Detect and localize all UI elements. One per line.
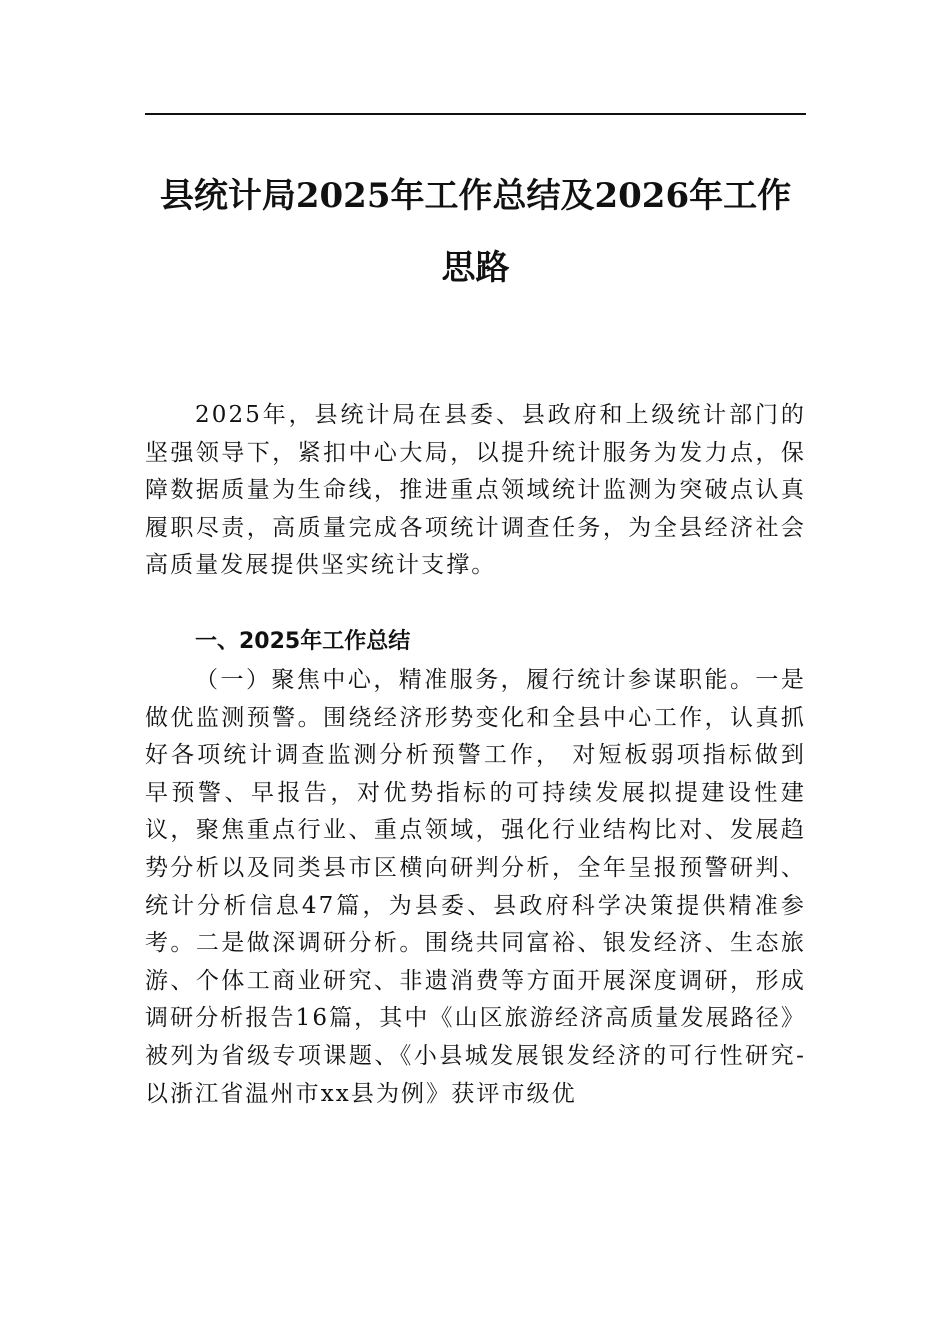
section-heading: 一、2025年工作总结 (195, 629, 411, 654)
document-title: 县统计局2025年工作总结及2026年工作思路 (159, 176, 792, 288)
body-paragraph: （一）聚焦中心，精准服务，履行统计参谋职能。一是做优监测预警。围绕经济形势变化和全县中心工作，认真抓好各项统计调查监测分析预警工作， 对短板弱项指标做到早预警、早报告，对优势指标的可持续发展拟提建设性建议，聚焦重点行业、重点领域，强化行业结构比对、发展趋势分析以及同类县市区横向研判分析，全年呈报预警研判、统计分析信息47篇，为县委、县政府科学决策提供精准参考。二是做深调研分析。围绕共同富裕、银发经济、生态旅游、个体工商业研究、非遗消费等方面开展深度调研，形成调研分析报告16篇，其中《山区旅游经济高质量发展路径》被列为省级专项课题、《小县城发展银发经济的可行性研究-以浙江省温州市xx县为例》获评市级优 (145, 667, 806, 1107)
intro-paragraph: 2025年，县统计局在县委、县政府和上级统计部门的坚强领导下，紧扣中心大局，以提升统计服务为发力点，保障数据质量为生命线，推进重点领域统计监测为突破点认真履职尽责，高质量完成各项统计调查任务，为全县经济社会高质量发展提供坚实统计支撑。 (145, 402, 806, 579)
header-rule (145, 113, 806, 115)
